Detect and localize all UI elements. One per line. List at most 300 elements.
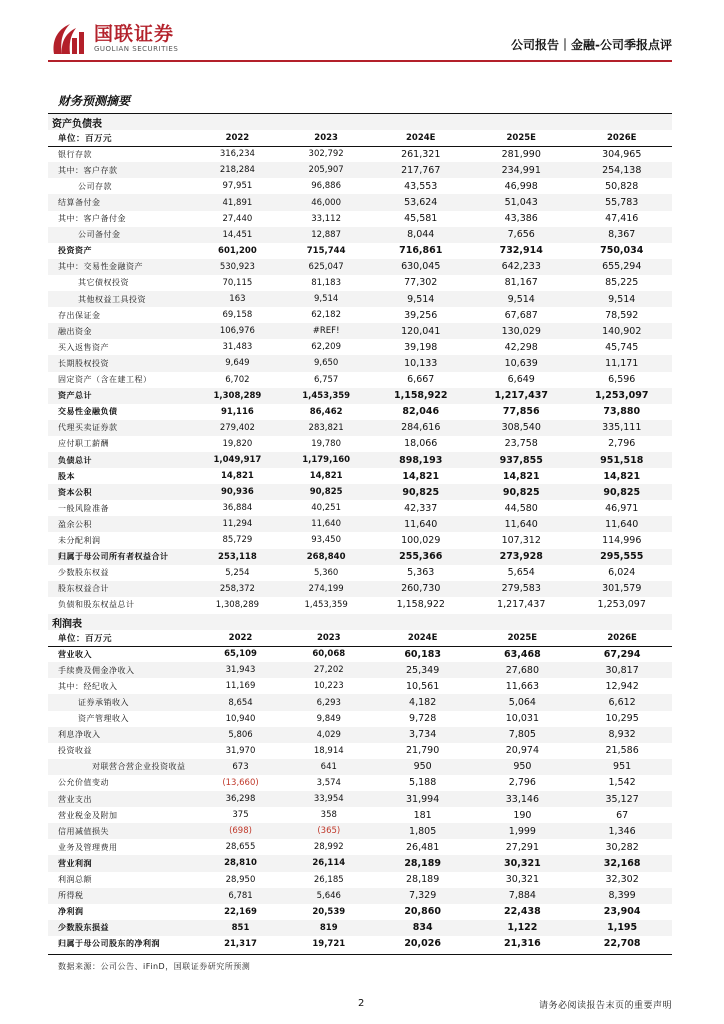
income-row-label: 营业收入 [58, 649, 92, 659]
balance-cell: 205,907 [282, 162, 371, 178]
table-bottom-rule [48, 954, 672, 955]
balance-cell: 732,914 [499, 245, 543, 257]
income-cell: 28,655 [225, 842, 256, 853]
balance-cell: 301,579 [571, 581, 672, 597]
income-cell: 27,680 [473, 662, 573, 678]
balance-cell: 14,451 [193, 227, 282, 243]
balance-cell: 55,783 [571, 194, 672, 210]
balance-cell: 42,337 [404, 502, 438, 514]
balance-row-label: 股本 [58, 471, 75, 481]
balance-cell: 937,855 [471, 452, 571, 468]
income-cell: 4,182 [373, 694, 473, 710]
income-cell: 3,574 [316, 777, 341, 788]
income-year-header: 2023 [285, 630, 373, 646]
balance-cell: 46,998 [504, 180, 538, 192]
balance-row [48, 291, 672, 307]
balance-row-label: 融出资金 [48, 323, 193, 339]
balance-row [48, 484, 672, 500]
balance-cell: 279,402 [193, 420, 282, 436]
income-cell: 1,346 [572, 823, 672, 839]
income-row [48, 855, 672, 871]
income-cell: 1,542 [608, 777, 636, 789]
balance-row-label: 盈余公积 [48, 516, 193, 532]
income-cell: 25,349 [373, 662, 473, 678]
income-cell: 10,940 [225, 713, 256, 724]
balance-cell: 11,640 [371, 516, 471, 532]
income-cell: 19,721 [312, 938, 346, 949]
income-cell: (365) [285, 823, 373, 839]
income-cell: 27,202 [285, 662, 373, 678]
income-row [48, 743, 672, 759]
income-cell: 33,146 [473, 791, 573, 807]
income-row [48, 839, 672, 855]
balance-cell: 8,044 [371, 227, 471, 243]
balance-cell: 114,996 [602, 534, 642, 546]
income-cell: 26,185 [313, 874, 344, 885]
income-row-label: 归属于母公司股东的净利润 [58, 939, 160, 949]
balance-row [48, 549, 672, 565]
income-cell: 18,914 [313, 745, 344, 756]
balance-cell: 304,965 [602, 148, 642, 160]
income-row-label: 对联营合营企业投资收益 [48, 759, 196, 775]
income-cell: 950 [473, 759, 573, 775]
income-row [48, 662, 672, 678]
income-cell: 10,031 [505, 713, 539, 725]
balance-cell: 85,225 [605, 277, 639, 289]
income-cell: 11,169 [225, 681, 256, 692]
balance-row-label: 一般风险准备 [58, 503, 109, 513]
balance-cell: 12,887 [282, 227, 371, 243]
balance-row-label: 其中：客户备付金 [58, 214, 126, 224]
balance-row-label: 未分配利润 [58, 535, 101, 545]
balance-cell: 9,514 [471, 291, 571, 307]
income-cell: 31,970 [225, 745, 256, 756]
balance-row [48, 372, 672, 388]
income-statement-table [48, 614, 672, 952]
income-cell: 819 [285, 920, 373, 936]
balance-cell: 1,049,917 [193, 452, 282, 468]
income-cell: 1,805 [373, 823, 473, 839]
income-cell: 9,728 [409, 713, 437, 725]
balance-cell: 9,650 [282, 355, 371, 371]
balance-row [48, 339, 672, 355]
balance-cell: 43,386 [504, 213, 538, 225]
balance-cell: 140,902 [571, 323, 672, 339]
balance-cell: 90,825 [471, 484, 571, 500]
balance-row [48, 597, 672, 613]
balance-row-label: 结算备付金 [48, 194, 193, 210]
balance-cell: 255,366 [371, 549, 471, 565]
balance-cell: 260,730 [371, 581, 471, 597]
balance-cell: 7,656 [471, 227, 571, 243]
income-row-label: 投资收益 [58, 746, 92, 756]
balance-cell: 90,936 [193, 484, 282, 500]
income-cell: 36,298 [196, 791, 285, 807]
income-cell: 950 [373, 759, 473, 775]
income-row-label: 证券承销收入 [48, 694, 196, 710]
income-cell: 23,904 [603, 906, 641, 918]
balance-row [48, 307, 672, 323]
income-cell: 358 [320, 810, 337, 821]
income-year-header: 2022 [196, 630, 285, 646]
balance-row-label: 负债总计 [48, 452, 193, 468]
income-cell: 375 [232, 810, 249, 821]
balance-cell: 302,792 [308, 149, 344, 160]
income-cell: 28,992 [313, 842, 344, 853]
income-cell: 65,109 [224, 649, 257, 660]
balance-cell: 1,453,359 [282, 388, 371, 404]
balance-cell: 62,182 [311, 310, 341, 321]
balance-row [48, 500, 672, 516]
income-cell: 67,294 [603, 648, 641, 660]
balance-cell: 6,596 [608, 374, 636, 386]
balance-row [48, 565, 672, 581]
balance-cell: 335,111 [571, 420, 672, 436]
income-cell: 20,860 [404, 906, 441, 918]
balance-cell: 90,825 [571, 484, 672, 500]
balance-cell: 9,649 [193, 355, 282, 371]
balance-row-label: 股东权益合计 [48, 581, 193, 597]
balance-cell: 258,372 [193, 581, 282, 597]
income-row [48, 872, 672, 888]
income-cell: 22,708 [603, 938, 641, 950]
balance-cell: 279,583 [471, 581, 571, 597]
income-row [48, 727, 672, 743]
balance-cell: 6,024 [608, 567, 636, 579]
income-row-label: 营业税金及附加 [58, 810, 118, 820]
balance-cell: 898,193 [371, 452, 471, 468]
balance-title: 资产负债表 [48, 114, 672, 130]
balance-cell: 77,856 [502, 406, 540, 418]
balance-cell: 107,312 [501, 534, 541, 546]
balance-sheet-table [48, 114, 672, 613]
balance-cell: 5,363 [407, 567, 435, 579]
income-cell: 26,114 [285, 855, 373, 871]
balance-cell: 642,233 [471, 259, 571, 275]
income-cell: 10,295 [605, 713, 639, 725]
income-row-label: 手续费及佣金净收入 [48, 662, 196, 678]
income-row-label: 公允价值变动 [58, 778, 109, 788]
income-row-label: 所得税 [48, 888, 196, 904]
balance-cell: 601,200 [218, 245, 257, 256]
income-cell: 4,029 [285, 727, 373, 743]
balance-row [48, 388, 672, 404]
company-logo [48, 18, 178, 58]
balance-cell: 67,687 [504, 309, 538, 321]
income-cell: 60,068 [312, 649, 346, 660]
income-cell: 11,663 [505, 680, 539, 692]
report-type: 公司报告｜金融-公司季报点评 [511, 38, 672, 52]
income-header-row [48, 630, 672, 646]
income-row [48, 678, 672, 694]
balance-cell: 530,923 [193, 259, 282, 275]
income-cell: 28,810 [196, 855, 285, 871]
disclaimer-note: 请务必阅读报告末页的重要声明 [538, 1001, 672, 1011]
header-divider [48, 60, 672, 62]
balance-cell: 14,821 [502, 470, 540, 482]
balance-cell: 9,514 [282, 291, 371, 307]
income-year-header: 2024E [373, 630, 473, 646]
income-cell: 31,994 [373, 791, 473, 807]
balance-cell: 46,000 [282, 194, 371, 210]
income-cell: (13,660) [222, 777, 259, 788]
income-cell: 6,293 [285, 694, 373, 710]
balance-cell: 40,251 [311, 503, 341, 514]
balance-cell: 81,167 [504, 277, 538, 289]
income-row [48, 791, 672, 807]
balance-cell: 11,640 [571, 516, 672, 532]
balance-cell: 100,029 [401, 534, 441, 546]
balance-cell: 217,767 [371, 162, 471, 178]
balance-cell: 630,045 [371, 259, 471, 275]
income-row-label: 净利润 [58, 907, 84, 917]
balance-cell: 715,744 [306, 245, 346, 256]
balance-cell: 6,702 [225, 374, 250, 385]
balance-row [48, 420, 672, 436]
income-cell: 28,950 [225, 874, 256, 885]
income-cell: 60,183 [404, 648, 441, 660]
balance-row-label: 公司存款 [78, 181, 112, 191]
income-row-label: 资产管理收入 [78, 714, 129, 724]
income-row-label: 信用减值损失 [48, 823, 196, 839]
income-cell: 181 [413, 809, 432, 821]
balance-cell: 308,540 [471, 420, 571, 436]
income-cell: 63,468 [504, 648, 541, 660]
income-cell: 30,282 [605, 841, 639, 853]
balance-cell: 19,820 [222, 438, 253, 449]
income-cell: 6,612 [572, 694, 672, 710]
balance-cell: 90,825 [282, 484, 371, 500]
income-cell: 7,884 [473, 888, 573, 904]
balance-row-label: 银行存款 [58, 149, 92, 159]
balance-row [48, 275, 672, 291]
balance-row [48, 194, 672, 210]
balance-cell: 295,555 [571, 549, 672, 565]
balance-cell: 19,780 [311, 438, 341, 449]
income-cell: 30,817 [572, 662, 672, 678]
balance-cell: 97,951 [222, 181, 253, 192]
balance-cell: 45,581 [404, 213, 438, 225]
balance-cell: 42,298 [504, 341, 538, 353]
balance-cell: 81,183 [311, 277, 341, 288]
balance-cell: 69,158 [222, 310, 253, 321]
balance-cell: 77,302 [404, 277, 438, 289]
income-row [48, 759, 672, 775]
income-row-label: 营业支出 [48, 791, 196, 807]
section-title: 财务预测摘要 [58, 94, 131, 108]
balance-cell: 750,034 [600, 245, 644, 257]
balance-cell: 14,821 [603, 470, 641, 482]
income-cell: 190 [513, 809, 532, 821]
balance-cell: 31,483 [222, 342, 253, 353]
balance-row [48, 532, 672, 548]
balance-row [48, 452, 672, 468]
balance-cell: 39,198 [404, 341, 438, 353]
balance-cell: 1,158,922 [371, 388, 471, 404]
balance-cell: 316,234 [219, 149, 255, 160]
balance-cell: 1,217,437 [471, 388, 571, 404]
income-cell: 10,223 [313, 681, 344, 692]
balance-cell: 716,861 [399, 245, 443, 257]
balance-header-row [48, 130, 672, 146]
balance-cell: 47,416 [605, 213, 639, 225]
income-cell: (698) [196, 823, 285, 839]
balance-cell: 5,654 [507, 567, 535, 579]
income-row-label: 少数股东损益 [48, 920, 196, 936]
income-cell: 1,122 [473, 920, 573, 936]
balance-cell: 5,254 [225, 567, 250, 578]
income-cell: 1,999 [473, 823, 573, 839]
balance-row-label: 少数股东权益 [58, 568, 109, 578]
balance-cell: 41,891 [193, 194, 282, 210]
balance-cell: 73,880 [603, 406, 641, 418]
income-row [48, 888, 672, 904]
balance-row [48, 404, 672, 420]
income-cell: 641 [285, 759, 373, 775]
balance-cell: 23,758 [504, 438, 538, 450]
balance-row [48, 178, 672, 194]
balance-cell: 6,667 [407, 374, 435, 386]
page-header [48, 18, 672, 58]
balance-cell: 90,825 [371, 484, 471, 500]
income-row [48, 646, 672, 662]
income-cell: 851 [196, 920, 285, 936]
income-row [48, 775, 672, 791]
income-cell: 21,586 [605, 745, 639, 757]
balance-cell: 11,640 [282, 516, 371, 532]
balance-cell: 96,886 [311, 181, 341, 192]
income-cell: 32,168 [572, 855, 672, 871]
income-year-header: 2025E [473, 630, 573, 646]
income-row [48, 904, 672, 920]
income-cell: 5,064 [473, 694, 573, 710]
balance-row-label: 其它债权投资 [78, 278, 129, 288]
balance-row [48, 227, 672, 243]
income-row [48, 807, 672, 823]
income-cell: 30,321 [473, 855, 573, 871]
income-cell: 5,188 [409, 777, 437, 789]
balance-cell: 93,450 [311, 535, 341, 546]
balance-cell: 253,118 [193, 549, 282, 565]
balance-row-label: 固定资产（含在建工程） [58, 375, 152, 385]
income-cell: 5,806 [196, 727, 285, 743]
balance-cell: 10,639 [471, 355, 571, 371]
balance-cell: 120,041 [371, 323, 471, 339]
balance-row-label: 投资资产 [58, 246, 92, 256]
balance-cell: 14,821 [309, 471, 343, 482]
balance-cell: 951,518 [571, 452, 672, 468]
balance-cell: 51,043 [471, 194, 571, 210]
balance-row-label: 公司备付金 [48, 227, 193, 243]
balance-cell: 39,256 [404, 309, 438, 321]
balance-cell: 85,729 [222, 535, 253, 546]
income-cell: 20,974 [505, 745, 539, 757]
data-source-note: 数据来源：公司公告、iFinD，国联证券研究所预测 [58, 962, 251, 971]
income-cell: 8,399 [572, 888, 672, 904]
balance-cell: 91,116 [220, 406, 254, 417]
balance-cell: 46,971 [605, 502, 639, 514]
balance-row-label: 资本公积 [48, 484, 193, 500]
balance-year-header: 2024E [371, 130, 471, 146]
income-cell: 21,790 [406, 745, 440, 757]
balance-row-label: 资产总计 [48, 388, 193, 404]
balance-cell: 43,553 [404, 180, 438, 192]
balance-cell: 53,624 [371, 194, 471, 210]
page-number: 2 [358, 998, 365, 1009]
income-cell: 12,942 [605, 680, 639, 692]
balance-cell: 1,253,097 [597, 599, 646, 611]
income-cell: 1,195 [572, 920, 672, 936]
balance-cell: 11,294 [193, 516, 282, 532]
balance-cell: 273,928 [471, 549, 571, 565]
balance-row [48, 581, 672, 597]
balance-cell: 11,640 [471, 516, 571, 532]
balance-cell: 283,821 [282, 420, 371, 436]
income-title: 利润表 [48, 614, 672, 630]
income-cell: 7,805 [473, 727, 573, 743]
balance-cell: 9,514 [371, 291, 471, 307]
income-cell: 21,316 [504, 938, 541, 950]
income-cell: 20,026 [404, 938, 441, 950]
income-cell: 5,646 [285, 888, 373, 904]
logo-chinese-name: 国联证券 [94, 22, 175, 45]
balance-cell: 130,029 [471, 323, 571, 339]
logo-english-name: GUOLIAN SECURITIES [94, 44, 179, 53]
income-cell: 20,539 [312, 906, 346, 917]
balance-row [48, 468, 672, 484]
balance-cell: 625,047 [282, 259, 371, 275]
balance-row-label: 其中：交易性金融资产 [48, 259, 193, 275]
income-row-label: 利润总额 [58, 875, 92, 885]
balance-row-label: 存出保证金 [58, 310, 101, 320]
balance-row [48, 355, 672, 371]
income-cell: 33,954 [285, 791, 373, 807]
logo-icon [48, 20, 88, 56]
balance-cell: 106,976 [193, 323, 282, 339]
balance-cell: 261,321 [401, 148, 441, 160]
balance-cell: 1,179,160 [282, 452, 371, 468]
balance-row [48, 259, 672, 275]
income-unit-label: 单位：百万元 [48, 630, 196, 646]
income-cell: 27,291 [505, 841, 539, 853]
balance-row [48, 516, 672, 532]
balance-row-label: 交易性金融负债 [58, 407, 118, 417]
income-cell: 26,481 [406, 841, 440, 853]
income-cell: 10,561 [406, 680, 440, 692]
balance-year-header: 2025E [471, 130, 571, 146]
balance-cell: 8,367 [571, 227, 672, 243]
balance-row-label: 其中：客户存款 [48, 162, 193, 178]
balance-cell: 1,253,097 [571, 388, 672, 404]
income-cell: 2,796 [508, 777, 536, 789]
balance-row [48, 436, 672, 452]
balance-cell: 45,745 [605, 341, 639, 353]
balance-year-header: 2022 [193, 130, 282, 146]
balance-cell: 9,514 [571, 291, 672, 307]
balance-cell: 234,991 [471, 162, 571, 178]
income-cell: 21,317 [224, 938, 257, 949]
income-cell: 6,781 [196, 888, 285, 904]
balance-cell: 281,990 [501, 148, 541, 160]
income-cell: 35,127 [572, 791, 672, 807]
income-row [48, 823, 672, 839]
income-cell: 834 [373, 920, 473, 936]
income-cell: 7,329 [373, 888, 473, 904]
balance-cell: 1,308,289 [215, 599, 260, 610]
balance-cell: 78,592 [605, 309, 639, 321]
income-cell: 9,849 [316, 713, 341, 724]
balance-cell: 1,217,437 [497, 599, 546, 611]
